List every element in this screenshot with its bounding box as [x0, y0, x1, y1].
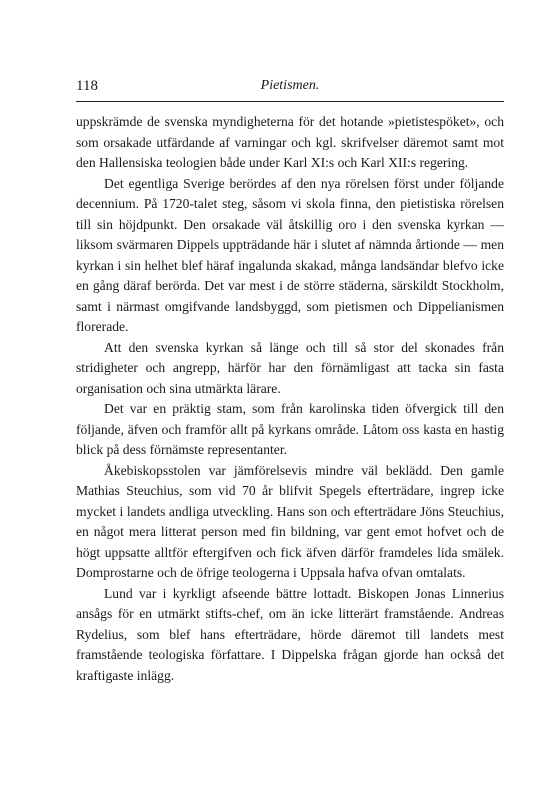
running-head: [76, 78, 504, 98]
page-number: 118: [76, 78, 98, 94]
paragraph-5: Åkebiskopsstolen var jämförelsevis mindre väl beklädd. Den gamle Mathias Steuchius, som vid 70 år blifvit Spegels efterträdare, ingrep icke mycket i landets andliga utveckling. Hans son och efterträdare Jöns Steuchius, en något mera litterat person med fin bildning, var gent emot hofvet och de högt uppsatte alltför eftergifven och fick äfven därför framdeles lida smälek. Domprostarne och de öfrige teologerna i Uppsala hafva ofvan omtalats.: [76, 462, 504, 580]
header-rule: [76, 101, 504, 102]
paragraph-1: uppskrämde de svenska myndigheterna för det hotande »pietistespöket», och som orsakade utfärdande af varningar och kgl. skrifvelser däremot samt mot den Hallensiska teologien både under Karl XI:s och Karl XII:s regering.: [76, 114, 504, 170]
running-title: Pietismen.: [260, 78, 320, 93]
paragraph-3: Att den svenska kyrkan så länge och till så stor del skonades från stridigheter och angrepp, härför har den förnämligast att tacka sin fasta organisation och sina utmärkta lärare.: [76, 339, 504, 396]
body-text: [76, 112, 504, 686]
book-page: [76, 0, 504, 788]
paragraph-2: Det egentliga Sverige berördes af den nya rörelsen först under följande decennium. På 1720-talet steg, såsom vi skola finna, den pietistiska rörelsen till sin höjdpunkt. Den orsakade väl åtskillig oro i den svenska kyrkan — liksom svärmaren Dippels uppträdande här i slutet af nämnda årtionde — men kyrkan i sin helhet blef häraf ingalunda skakad, många landsändar blefvo icke en gång däraf berörda. Det var mest i de större städerna, särskildt Stockholm, samt i närmast omgifvande landsbyggd, som pietismen och Dippelianismen florerade.: [76, 175, 504, 334]
paragraph-6: Lund var i kyrkligt afseende bättre lottadt. Biskopen Jonas Linnerius ansågs för en utmärkt stifts-chef, om än icke litterärt framstående. Andreas Rydelius, som blef hans efterträdare, hörde däremot till landets mest framstående teologiska författare. I Dippelska frågan gjorde han också det kraftigaste inlägg.: [76, 585, 504, 683]
paragraph-4: Det var en präktig stam, som från karolinska tiden öfvergick till den följande, äfven och framför allt på kyrkans område. Låtom oss kasta en hastig blick på dess förnämste representanter.: [76, 401, 504, 457]
